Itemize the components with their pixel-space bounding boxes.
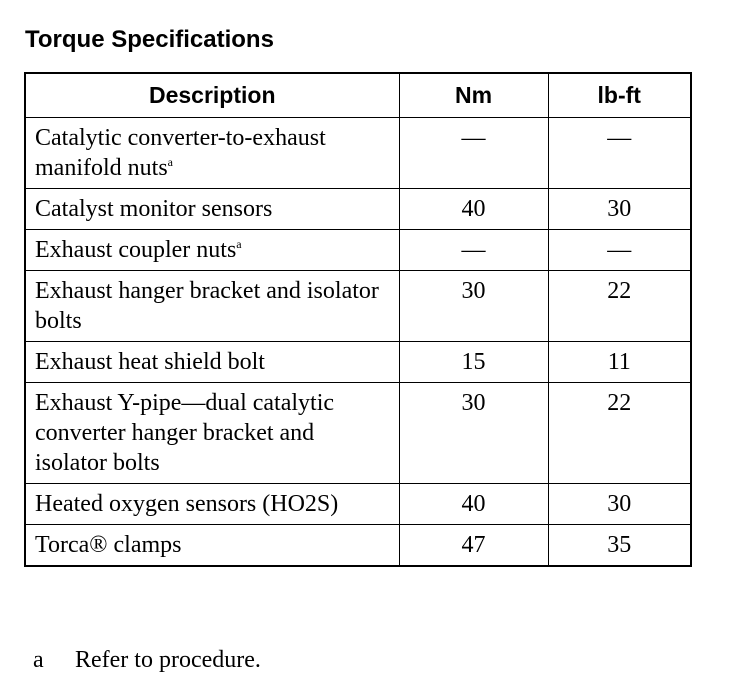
description-cell <box>25 230 399 271</box>
footnote-text: Refer to procedure. <box>75 647 261 673</box>
column-header-nm: Nm <box>399 73 548 118</box>
description-cell <box>25 118 399 189</box>
footnote-letter: a <box>33 647 44 673</box>
description-text: Torca® clamps <box>35 532 182 558</box>
nm-cell: 40 <box>399 189 548 230</box>
table-row <box>25 525 691 567</box>
nm-cell: 15 <box>399 342 548 383</box>
description-text: Heated oxygen sensors (HO2S) <box>35 491 339 517</box>
table-row <box>25 230 691 271</box>
column-header-lbft: lb-ft <box>548 73 691 118</box>
table-row <box>25 271 691 342</box>
description-cell <box>25 271 399 342</box>
page-title: Torque Specifications <box>25 26 274 53</box>
description-text: Exhaust hanger bracket and isolator bolts <box>35 278 379 334</box>
table-row <box>25 484 691 525</box>
nm-cell: 30 <box>399 383 548 484</box>
lbft-cell: 30 <box>548 484 691 525</box>
nm-cell: — <box>399 230 548 271</box>
description-text: Exhaust heat shield bolt <box>35 349 265 375</box>
footnote-marker: a <box>167 155 173 169</box>
lbft-cell: 35 <box>548 525 691 567</box>
column-header-description: Description <box>25 73 399 118</box>
footnote-marker: a <box>236 237 242 251</box>
description-cell <box>25 484 399 525</box>
description-cell <box>25 525 399 567</box>
table-row <box>25 383 691 484</box>
description-text: Exhaust coupler nuts <box>35 237 237 263</box>
table-row <box>25 342 691 383</box>
lbft-cell: 22 <box>548 271 691 342</box>
nm-cell: — <box>399 118 548 189</box>
nm-cell: 47 <box>399 525 548 567</box>
description-text: Catalytic converter-to-exhaust manifold nuts <box>35 125 326 181</box>
nm-cell: 40 <box>399 484 548 525</box>
lbft-cell: 22 <box>548 383 691 484</box>
description-text: Catalyst monitor sensors <box>35 196 273 222</box>
lbft-cell: — <box>548 118 691 189</box>
description-cell <box>25 189 399 230</box>
torque-spec-table <box>24 72 692 567</box>
lbft-cell: — <box>548 230 691 271</box>
description-text: Exhaust Y-pipe—dual catalytic converter hanger bracket and isolator bolts <box>35 390 335 476</box>
nm-cell: 30 <box>399 271 548 342</box>
table-row <box>25 189 691 230</box>
lbft-cell: 11 <box>548 342 691 383</box>
table-header-row <box>25 73 691 118</box>
lbft-cell: 30 <box>548 189 691 230</box>
table-footnote <box>33 647 261 674</box>
description-cell <box>25 342 399 383</box>
description-cell <box>25 383 399 484</box>
table-row <box>25 118 691 189</box>
